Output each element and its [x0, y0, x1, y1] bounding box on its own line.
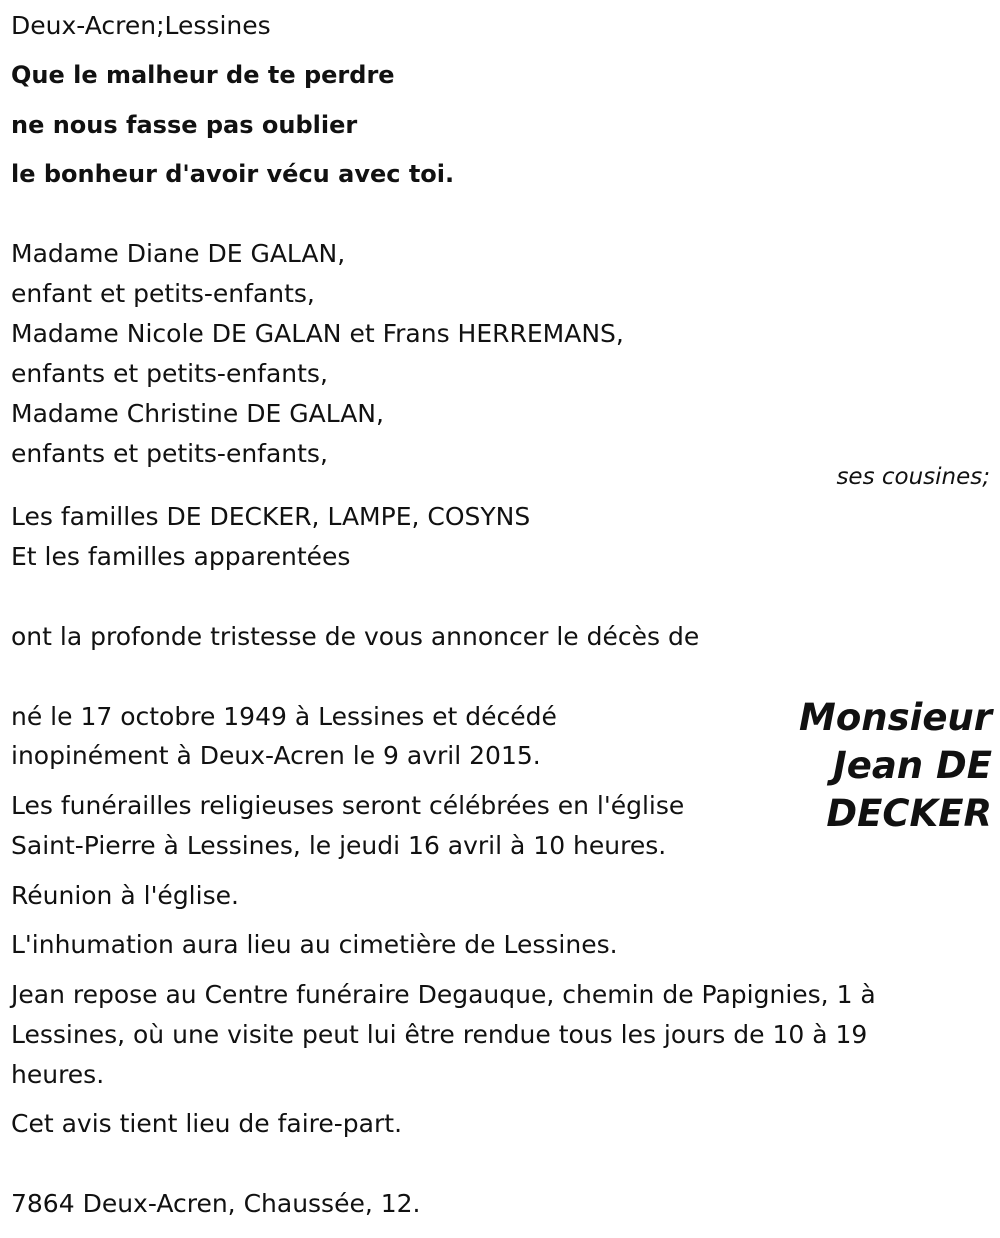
- family-line: Madame Diane DE GALAN,: [11, 239, 346, 268]
- burial-line: L'inhumation aura lieu au cimetière de Lessines.: [11, 930, 618, 959]
- other-families-line: Et les familles apparentées: [11, 542, 351, 571]
- family-line: enfant et petits-enfants,: [11, 279, 315, 308]
- deceased-name: [799, 694, 992, 838]
- birth-death-line: né le 17 octobre 1949 à Lessines et décédé: [11, 702, 557, 731]
- other-families-line: Les familles DE DECKER, LAMPE, COSYNS: [11, 502, 531, 531]
- poem-line: Que le malheur de te perdre: [11, 61, 395, 89]
- birth-death-line: inopinément à Deux-Acren le 9 avril 2015.: [11, 741, 541, 770]
- meeting-line: Réunion à l'église.: [11, 881, 239, 910]
- funeral-line: Saint-Pierre à Lessines, le jeudi 16 avril à 10 heures.: [11, 831, 667, 860]
- funeral-line: Les funérailles religieuses seront célébrées en l'église: [11, 791, 685, 820]
- deceased-name-line: Jean DE: [832, 744, 992, 787]
- poem-line: ne nous fasse pas oublier: [11, 111, 358, 139]
- notice-line: Cet avis tient lieu de faire-part.: [11, 1109, 403, 1138]
- poem-line: le bonheur d'avoir vécu avec toi.: [11, 160, 455, 188]
- address-line: 7864 Deux-Acren, Chaussée, 12.: [11, 1189, 421, 1218]
- cousins-label: ses cousines;: [836, 464, 990, 490]
- deceased-name-line: DECKER: [826, 792, 992, 835]
- deceased-title: Monsieur: [799, 696, 992, 739]
- family-line: enfants et petits-enfants,: [11, 359, 328, 388]
- family-line: Madame Christine DE GALAN,: [11, 399, 384, 428]
- visit-line: Lessines, où une visite peut lui être rendue tous les jours de 10 à 19: [11, 1020, 868, 1049]
- visit-line: heures.: [11, 1060, 105, 1089]
- announcement-line: ont la profonde tristesse de vous annoncer le décès de: [11, 622, 700, 651]
- family-line: Madame Nicole DE GALAN et Frans HERREMANS,: [11, 319, 624, 348]
- visit-line: Jean repose au Centre funéraire Degauque, chemin de Papignies, 1 à: [11, 980, 876, 1009]
- location-line: Deux-Acren;Lessines: [11, 11, 271, 40]
- family-line: enfants et petits-enfants,: [11, 439, 328, 468]
